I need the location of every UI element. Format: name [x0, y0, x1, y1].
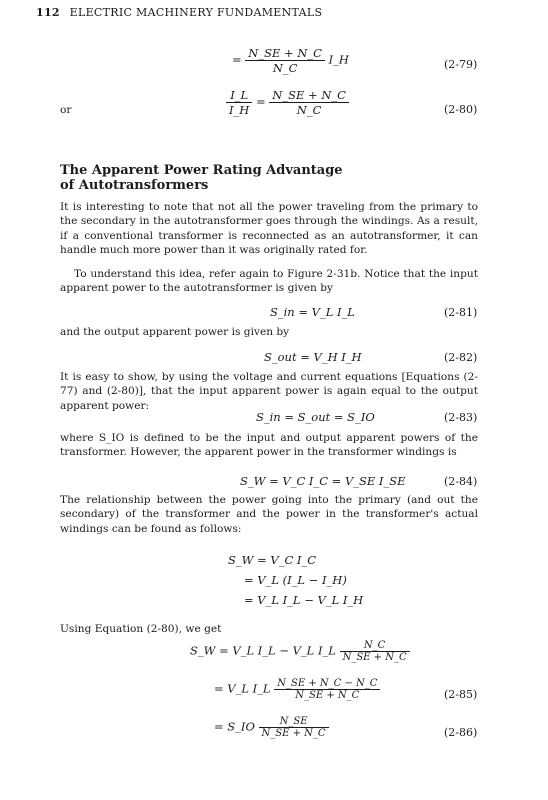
derivation-line: S_W = V_C I_C	[228, 553, 316, 567]
or-label: or	[60, 104, 72, 116]
derivation-line: = V_L I_L − V_L I_H	[244, 593, 364, 607]
paragraph: It is interesting to note that not all the power traveling from the primary to the secondary in the autotransformer goes through the windings. As a result, if a conventional transformer is reconnected as an autotransformer, it can handle much more power than it was originally rated for.	[60, 201, 478, 257]
equation-number: (2-85)	[444, 688, 478, 701]
equation-2-79: = $\frac{N\_SE + N\_C}{N\_C}$ I_H	[232, 46, 349, 75]
running-title: ELECTRIC MACHINERY FUNDAMENTALS	[69, 6, 323, 19]
paragraph: and the output apparent power is given by	[60, 326, 290, 338]
paragraph: The relationship between the power going into the primary (and out the secondary) of the transformer and the power in the transformer's actual windings can be found as follows:	[60, 494, 478, 535]
equation-number: (2-84)	[444, 475, 478, 488]
paragraph: where S_IO is defined to be the input and output apparent powers of the transformer. However, the apparent power in the transformer windings is	[60, 432, 478, 459]
equation-number: (2-81)	[444, 306, 478, 319]
page-number: 112	[36, 6, 60, 19]
equation-2-83: S_in = S_out = S_IO	[256, 410, 375, 424]
running-header	[36, 6, 322, 19]
derivation-line: = V_L (I_L − I_H)	[244, 573, 347, 587]
equation-2-85-line-2: = V_L I_L $\frac{N\_SE + N\_C - N\_C}{N\_SE + N\_C}$	[214, 678, 380, 701]
equation-number: (2-82)	[444, 351, 478, 364]
fraction: $\frac{N\_SE + N\_C}{N\_C}$	[245, 46, 325, 75]
paragraph: Using Equation (2-80), we get	[60, 623, 222, 635]
paragraph: It is easy to show, by using the voltage and current equations [Equations (2-77) and (2-80)], that the input apparent power is again equal to the output apparent power:	[60, 371, 478, 412]
section-heading: The Apparent Power Rating Advantage of Autotransformers	[60, 163, 343, 193]
equation-2-86: = S_IO $\frac{N\_SE}{N\_SE + N\_C}$	[214, 716, 329, 739]
equation-2-81: S_in = V_L I_L	[270, 305, 355, 319]
equation-number: (2-80)	[444, 103, 478, 116]
equation-2-84: S_W = V_C I_C = V_SE I_SE	[240, 474, 406, 488]
equation-number: (2-86)	[444, 726, 478, 739]
equation-2-82: S_out = V_H I_H	[264, 350, 362, 364]
equation-number: (2-79)	[444, 58, 478, 71]
paragraph: To understand this idea, refer again to Figure 2-31b. Notice that the input apparent power to the autotransformer is given by	[60, 268, 478, 295]
equation-2-80: $\frac{I\_L}{I\_H}$ = $\frac{N\_SE + N\_C}{N\_C}$	[226, 88, 349, 117]
equation-2-85-line-1: S_W = V_L I_L − V_L I_L $\frac{N\_C}{N\_SE + N\_C}$	[190, 640, 410, 663]
equation-number: (2-83)	[444, 411, 478, 424]
